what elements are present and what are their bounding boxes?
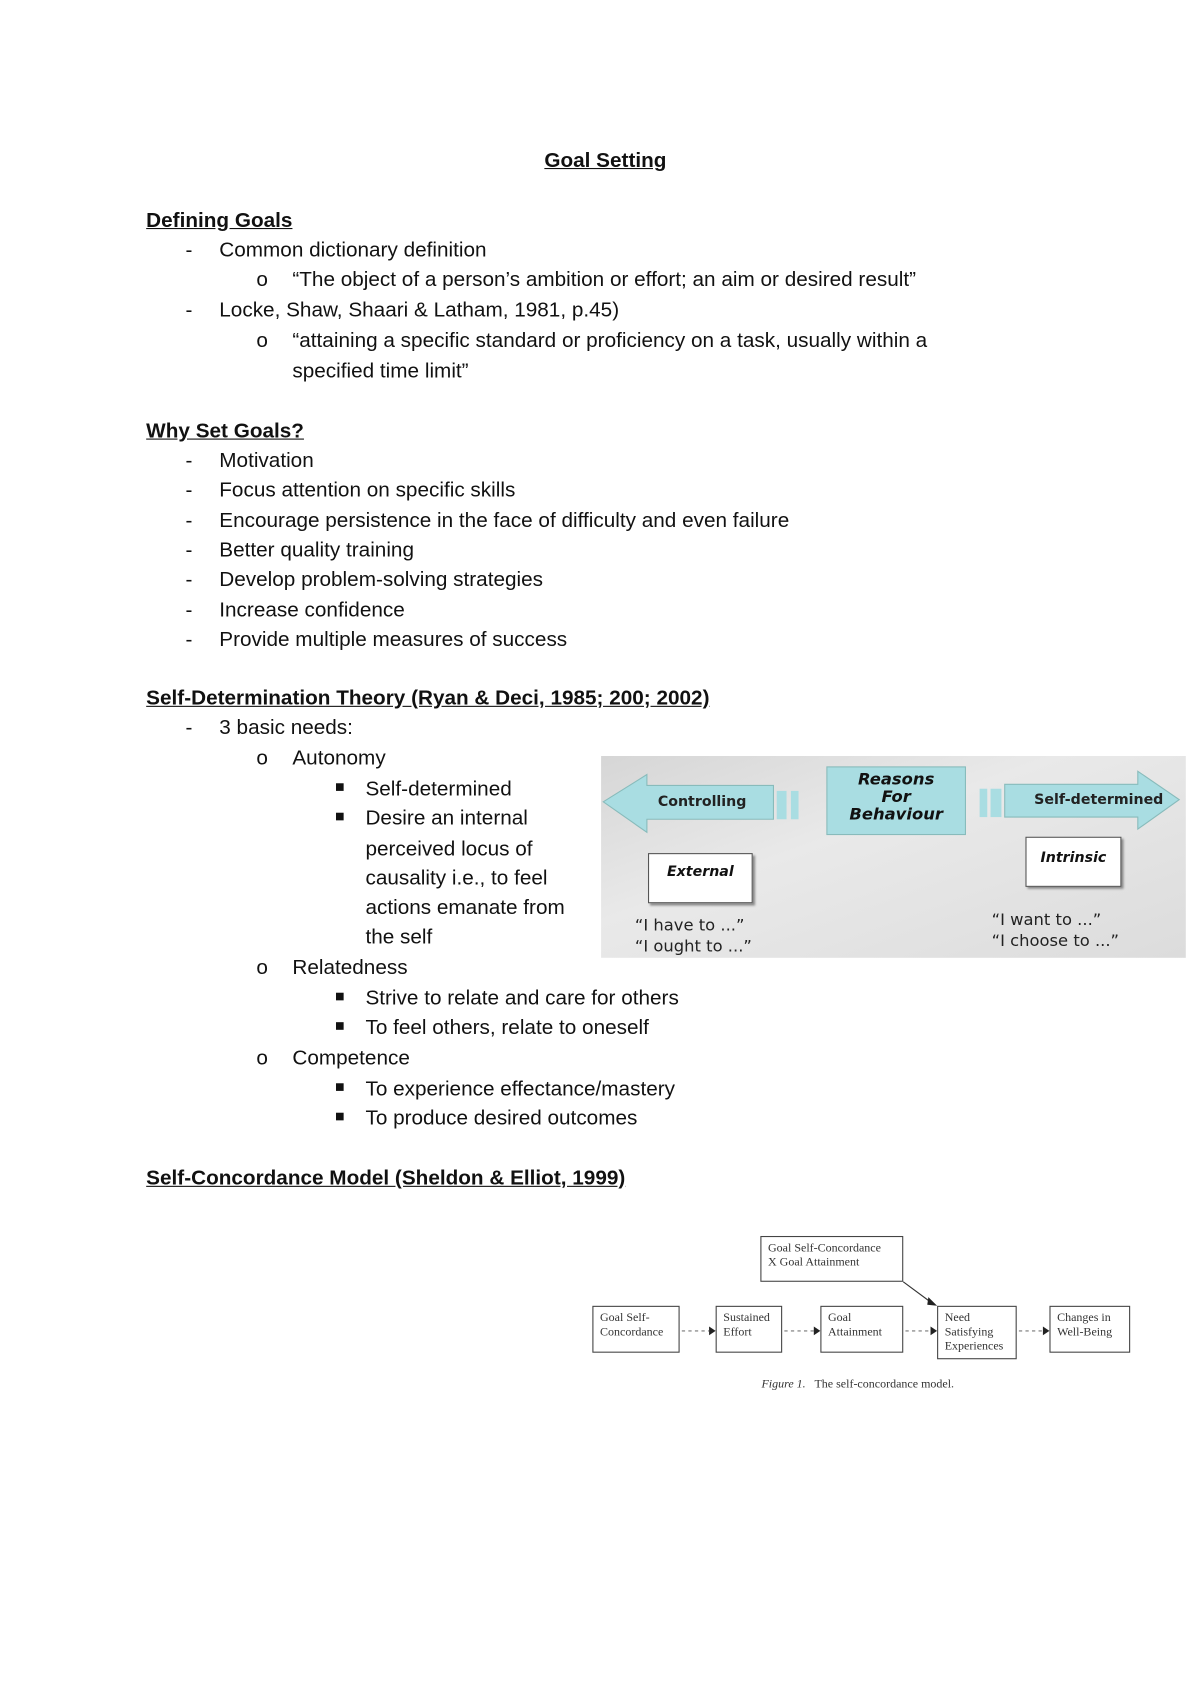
list-item: perceived locus of [365, 837, 533, 861]
page-title: Goal Setting [544, 149, 667, 173]
section-heading-self-concordance: Self-Concordance Model (Sheldon & Elliot, 1999) [146, 1167, 626, 1191]
list-item: To produce desired outcomes [365, 1107, 638, 1131]
figure-box-text: X Goal Attainment [767, 1255, 860, 1269]
list-item: Increase confidence [219, 598, 405, 622]
list-item: Competence [292, 1047, 410, 1071]
dash-bullet: - [185, 598, 193, 622]
behaviour-label: Behaviour [849, 803, 943, 824]
intrinsic-box: Intrinsic [1025, 837, 1121, 887]
list-item: Focus attention on specific skills [219, 478, 516, 502]
circle-bullet: o [256, 956, 268, 980]
figure-box-text: Experiences [944, 1339, 1004, 1353]
figure-box-text: Goal [827, 1311, 852, 1325]
figure-box-text: Concordance [599, 1325, 664, 1339]
dash-bullet: - [185, 568, 193, 592]
section-heading-why-set-goals: Why Set Goals? [146, 419, 304, 443]
list-item: 3 basic needs: [219, 716, 353, 740]
figure-caption: The self-concordance model. [814, 1377, 955, 1391]
list-item: “The object of a person’s ambition or effort; an aim or desired result” [292, 268, 917, 292]
figure-box-text: Satisfying [944, 1325, 994, 1339]
figure-box-text: Sustained [723, 1311, 770, 1325]
list-item: actions emanate from [365, 896, 565, 920]
list-item: Provide multiple measures of success [219, 628, 568, 652]
list-item: Develop problem-solving strategies [219, 568, 544, 592]
circle-bullet: o [256, 747, 268, 771]
quote: “I have to ...” [634, 915, 745, 935]
list-item: Common dictionary definition [219, 238, 487, 262]
circle-bullet: o [256, 1047, 268, 1071]
section-heading-sdt: Self-Determination Theory (Ryan & Deci, 1985; 200; 2002) [146, 687, 710, 711]
list-item: “attaining a specific standard or proficiency on a task, usually within a [292, 329, 928, 353]
figure-box-text: Need [944, 1311, 971, 1325]
list-item: Encourage persistence in the face of difficulty and even failure [219, 509, 790, 533]
list-item: causality i.e., to feel [365, 867, 548, 891]
figure-box-text: Goal Self-Concordance [767, 1241, 881, 1255]
controlling-label: Controlling [657, 794, 747, 811]
dash-bullet: - [185, 238, 193, 262]
reasons-label: Reasons [858, 769, 935, 789]
quote: “I ought to ...” [634, 935, 752, 956]
dash-bullet: - [185, 449, 193, 473]
figure-box-text: Well-Being [1057, 1325, 1113, 1339]
quote: “I want to ...” [991, 909, 1102, 930]
dash-bullet: - [185, 509, 193, 533]
list-item: Locke, Shaw, Shaari & Latham, 1981, p.45) [219, 298, 620, 322]
dash-bullet: - [185, 478, 193, 502]
list-item: To experience effectance/mastery [365, 1077, 675, 1101]
figure-box-text: Goal Self- [599, 1311, 650, 1325]
figure-box-text: Changes in [1057, 1311, 1111, 1325]
list-item: specified time limit” [292, 359, 469, 383]
list-item: Self-determined [365, 777, 512, 801]
list-item: Relatedness [292, 956, 408, 980]
circle-bullet: o [256, 329, 268, 353]
list-item: Strive to relate and care for others [365, 987, 679, 1011]
list-item: Autonomy [292, 747, 386, 771]
list-item: Desire an internal [365, 807, 528, 831]
list-item: Better quality training [219, 538, 414, 562]
circle-bullet: o [256, 268, 268, 292]
list-item: the self [365, 926, 433, 950]
dash-bullet: - [185, 628, 193, 652]
figure-box-text: Attainment [827, 1325, 882, 1339]
figure-box-text: Effort [723, 1325, 752, 1339]
external-box: External [648, 853, 753, 903]
quote: “I choose to ...” [991, 930, 1120, 951]
list-item: To feel others, relate to oneself [365, 1016, 649, 1040]
dash-bullet: - [185, 298, 193, 322]
self-determined-label: Self-determined [1034, 791, 1164, 809]
for-label: For [881, 786, 911, 807]
section-heading-defining-goals: Defining Goals [146, 209, 293, 233]
dash-bullet: - [185, 716, 193, 740]
list-item: Motivation [219, 449, 314, 473]
dash-bullet: - [185, 538, 193, 562]
figure-caption-label: Figure 1. [761, 1377, 806, 1391]
